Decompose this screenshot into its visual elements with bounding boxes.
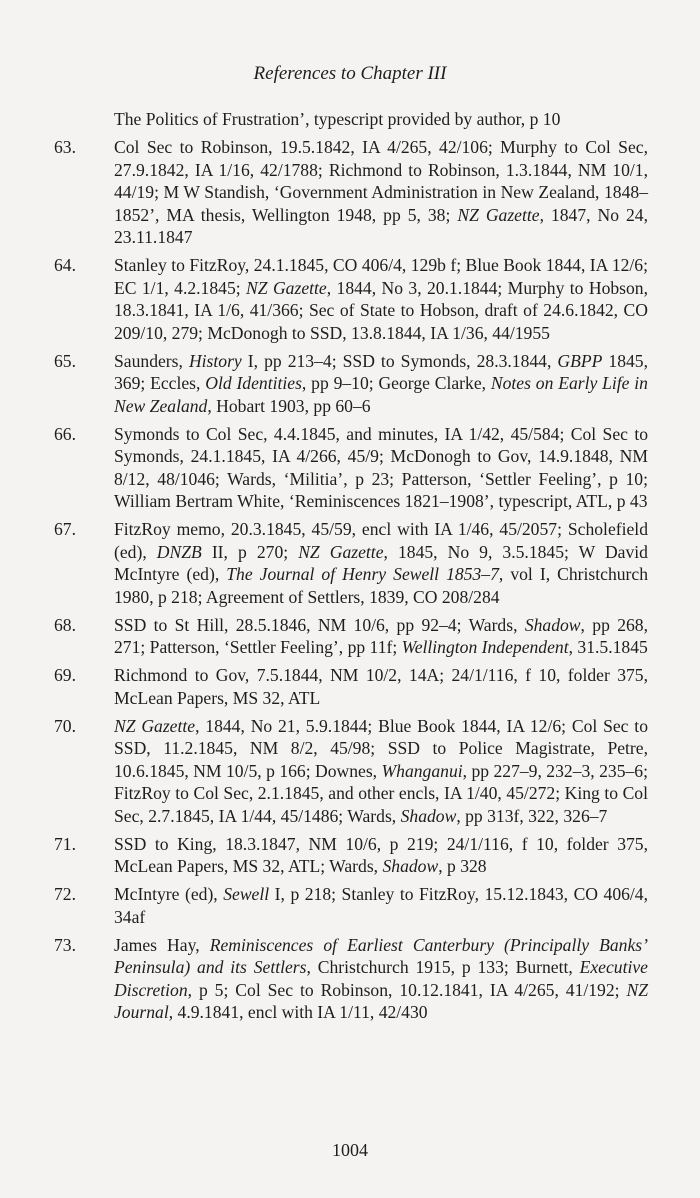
reference-continuation <box>114 108 648 131</box>
reference-entries <box>54 136 649 1024</box>
reference-text: The Politics of Frustration’, typescript provided by author, p 10 <box>114 109 561 129</box>
reference-text: SSD to St Hill, 28.5.1846, NM 10/6, pp 92–4; Wards, Shadow, pp 268, 271; Patterson, ‘Settler Feeling’, pp 11f; Wellington Independent, 31.5.1845 <box>114 614 648 657</box>
reference-item <box>54 254 648 344</box>
reference-item <box>54 423 648 513</box>
reference-text: Symonds to Col Sec, 4.4.1845, and minutes, IA 1/42, 45/584; Col Sec to Symonds, 24.1.1845, IA 4/266, 45/9; McDonogh to Gov, 14.9.1848, NM 8/12, 48/1046; Wards, ‘Militia’, p 23; Patterson, ‘Settler Feeling’, p 10; William Bertram White, ‘Reminiscences 1821–1908’, typescript, ATL, p 43 <box>114 423 648 511</box>
reference-number: 71. <box>54 833 76 854</box>
running-header: References to Chapter III <box>253 63 447 84</box>
reference-text: Stanley to FitzRoy, 24.1.1845, CO 406/4, 129b f; Blue Book 1844, IA 12/6; EC 1/1, 4.2.1845; NZ Gazette, 1844, No 3, 20.1.1844; Murphy to Hobson, 18.3.1841, IA 1/6, 41/366; Sec of State to Hobson, draft of 24.6.1842, CO 209/10, 279; McDonogh to SSD, 13.8.1844, IA 1/36, 44/1955 <box>114 255 648 343</box>
reference-item <box>54 350 649 418</box>
page-number: 1004 <box>332 1140 368 1160</box>
reference-item <box>54 833 648 878</box>
reference-list <box>54 108 649 1029</box>
reference-number: 65. <box>54 350 76 371</box>
reference-text: NZ Gazette, 1844, No 21, 5.9.1844; Blue Book 1844, IA 12/6; Col Sec to SSD, 11.2.1845, NM 8/2, 45/98; SSD to Police Magistrate, Petre, 10.6.1845, NM 10/5, p 166; Downes, Whanganui, pp 227–9, 232–3, 235–6; FitzRoy to Col Sec, 2.1.1845, and other encls, IA 1/40, 45/272; King to Col Sec, 2.7.1845, IA 1/44, 45/1486; Wards, Shadow, pp 313f, 322, 326–7 <box>114 715 648 826</box>
reference-text: Saunders, History I, pp 213–4; SSD to Symonds, 28.3.1844, GBPP 1845, 369; Eccles, Old Identities, pp 9–10; George Clarke, Notes on Early Life in New Zealand, Hobart 1903, pp 60–6 <box>114 350 649 416</box>
reference-item <box>54 518 648 608</box>
reference-text: Richmond to Gov, 7.5.1844, NM 10/2, 14A; 24/1/116, f 10, folder 375, McLean Papers, MS 32, ATL <box>114 665 648 708</box>
reference-text: SSD to King, 18.3.1847, NM 10/6, p 219; 24/1/116, f 10, folder 375, McLean Papers, MS 32, ATL; Wards, Shadow, p 328 <box>114 833 648 876</box>
reference-number: 69. <box>54 665 76 685</box>
reference-item <box>54 934 648 1024</box>
reference-number: 64. <box>54 255 76 275</box>
reference-text: FitzRoy memo, 20.3.1845, 45/59, encl with IA 1/46, 45/2057; Scholefield (ed), DNZB II, p 270; NZ Gazette, 1845, No 9, 3.5.1845; W David McIntyre (ed), The Journal of Henry Sewell 1853–7, vol I, Christchurch 1980, p 218; Agreement of Settlers, 1839, CO 208/284 <box>114 519 648 607</box>
reference-text: James Hay, Reminiscences of Earliest Canterbury (Principally Banks’ Peninsula) and its Settlers, Christchurch 1915, p 133; Burnett, Executive Discretion, p 5; Col Sec to Robinson, 10.12.1841, IA 4/265, 41/192; NZ Journal, 4.9.1841, encl with IA 1/11, 42/430 <box>114 934 648 1022</box>
reference-number: 66. <box>54 423 76 444</box>
reference-text: McIntyre (ed), Sewell I, p 218; Stanley to FitzRoy, 15.12.1843, CO 406/4, 34af <box>114 884 648 927</box>
reference-number: 67. <box>54 519 76 539</box>
reference-number: 63. <box>54 137 76 157</box>
reference-item <box>54 664 648 709</box>
reference-number: 72. <box>54 884 76 904</box>
reference-number: 68. <box>54 614 76 635</box>
reference-item <box>54 614 648 659</box>
reference-item <box>54 883 648 928</box>
reference-item <box>54 715 648 828</box>
reference-text: Col Sec to Robinson, 19.5.1842, IA 4/265, 42/106; Murphy to Col Sec, 27.9.1842, IA 1/16, 42/1788; Richmond to Robinson, 1.3.1844, NM 10/1, 44/19; M W Standish, ‘Government Administration in New Zealand, 1848–1852’, MA thesis, Wellington 1948, pp 5, 38; NZ Gazette, 1847, No 24, 23.11.1847 <box>114 137 648 247</box>
reference-number: 70. <box>54 715 76 736</box>
reference-number: 73. <box>54 934 76 955</box>
reference-item <box>54 136 648 249</box>
